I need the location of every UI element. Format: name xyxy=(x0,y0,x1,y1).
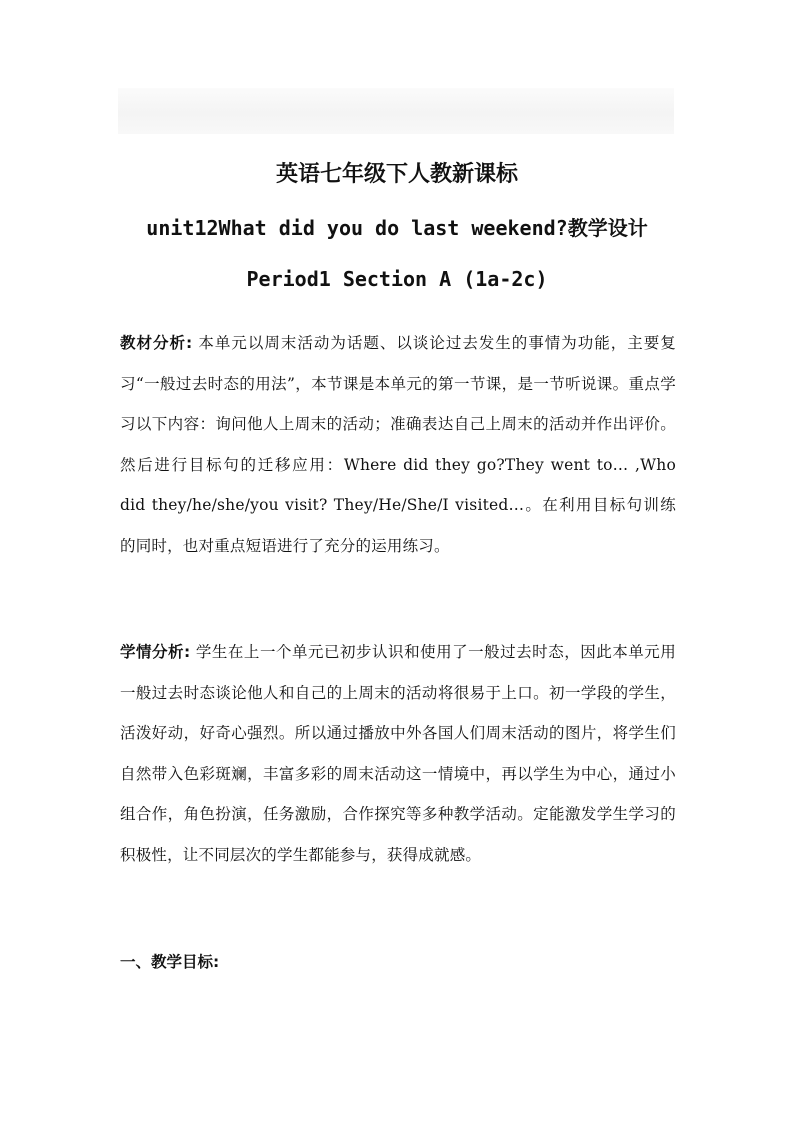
unit-title: unit12What did you do last weekend?教学设计 xyxy=(146,216,648,240)
material-analysis-paragraph xyxy=(120,323,676,566)
student-analysis-label: 学情分析: xyxy=(120,643,191,661)
document-title: 英语七年级下人教新课标 xyxy=(275,162,518,187)
material-analysis-text: 本单元以周末活动为话题、以谈论过去发生的事情为功能，主要复习“一般过去时态的用法”，本节课是本单元的第一节课，是一节听说课。重点学习以下内容：询问他人上周末的活动；准确表达自己上周末的活动并作出评价。然后进行目标句的迁移应用：Where did they go?They went to… ,Who did they/he/she/you visit? They/He/She/I visited…。在利用目标句训练的同时，也对重点短语进行了充分的运用练习。 xyxy=(120,334,676,555)
teaching-objectives-heading: 一、教学目标: xyxy=(120,953,220,971)
student-analysis-paragraph xyxy=(120,632,676,875)
period-title: Period1 Section A (1a-2c) xyxy=(246,267,548,291)
material-analysis-label: 教材分析: xyxy=(120,334,193,352)
student-analysis-text: 学生在上一个单元已初步认识和使用了一般过去时态，因此本单元用一般过去时态谈论他人和自己的上周末的活动将很易于上口。初一学段的学生，活泼好动，好奇心强烈。所以通过播放中外各国人们周末活动的图片，将学生们自然带入色彩斑斓，丰富多彩的周末活动这一情境中，再以学生为中心，通过小组合作，角色扮演，任务激励，合作探究等多种教学活动。定能激发学生学习的积极性，让不同层次的学生都能参与，获得成就感。 xyxy=(120,643,676,864)
header-band xyxy=(118,88,674,134)
